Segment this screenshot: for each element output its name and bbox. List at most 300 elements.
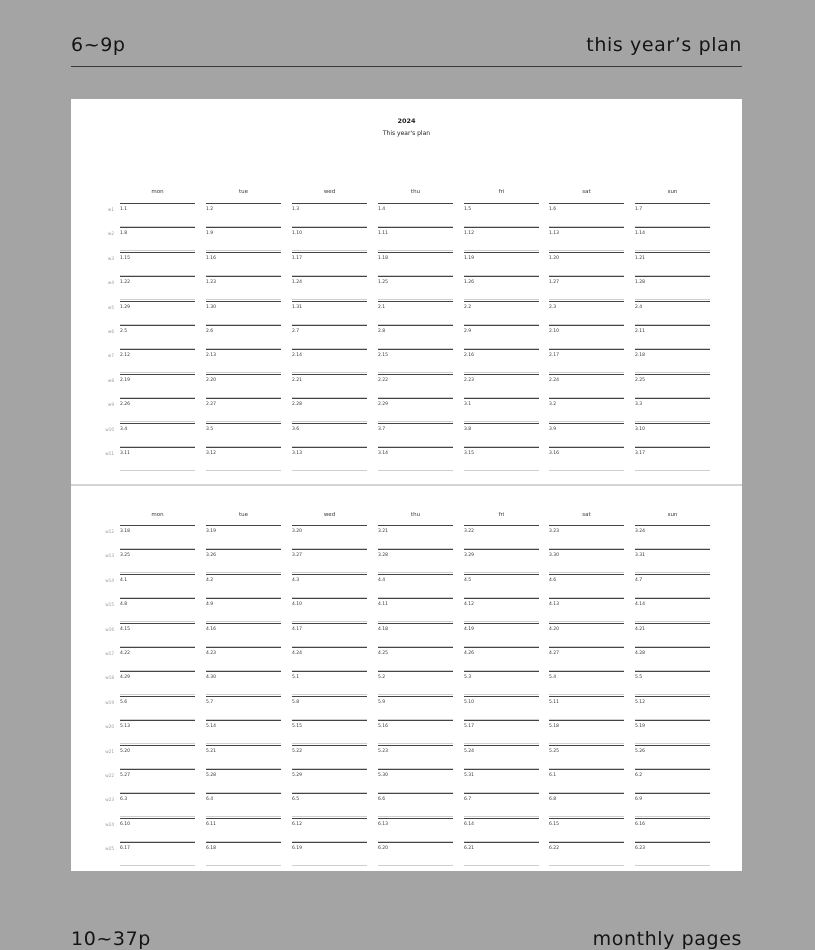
date-label: 5.7 [206, 699, 214, 705]
cell-rule-line [635, 203, 710, 204]
date-label: 3.21 [378, 529, 389, 534]
week-number: w21 [105, 748, 114, 754]
cell-rule-line [635, 549, 710, 550]
day-cell [549, 604, 624, 620]
cell-writing-line [464, 470, 539, 471]
date-label: 5.11 [549, 699, 560, 705]
cell-rule-line [464, 769, 539, 770]
cell-rule-line [120, 374, 195, 375]
day-cell [635, 775, 710, 791]
cell-rule-line [549, 623, 624, 624]
cell-rule-line [549, 252, 624, 253]
date-label: 1.11 [378, 231, 389, 237]
day-cell [120, 282, 195, 298]
day-cell [464, 377, 539, 396]
day-cell [206, 821, 281, 840]
day-cell [120, 426, 195, 445]
day-cell [206, 531, 281, 547]
date-label: 6.9 [635, 797, 643, 803]
cell-rule-line [378, 720, 453, 721]
date-label: 1.21 [635, 255, 646, 261]
date-label: 5.30 [378, 773, 389, 778]
day-cell [292, 255, 367, 274]
day-cell [292, 377, 367, 396]
day-cell [549, 848, 624, 864]
day-cell [464, 699, 539, 718]
day-cell [549, 209, 624, 225]
day-cell [464, 233, 539, 249]
date-label: 1.8 [120, 231, 128, 237]
date-label: 1.6 [549, 207, 557, 212]
date-label: 1.25 [378, 280, 389, 286]
day-cell [292, 453, 367, 469]
week-number: w22 [105, 773, 114, 778]
cell-rule-line [635, 252, 710, 253]
cell-rule-line [635, 842, 710, 843]
day-cell [378, 748, 453, 767]
cell-rule-line [378, 252, 453, 253]
date-label: 3.26 [206, 553, 217, 559]
cell-rule-line [378, 623, 453, 624]
date-label: 6.16 [635, 821, 646, 827]
day-cell [464, 404, 539, 420]
page-range-label: 6~9p [71, 34, 126, 56]
date-label: 1.10 [292, 231, 303, 237]
day-cell [378, 848, 453, 864]
cell-rule-line [635, 349, 710, 350]
cell-rule-line [635, 696, 710, 697]
date-label: 3.15 [464, 451, 475, 456]
date-label: 3.31 [635, 553, 646, 559]
week-number: w3 [107, 255, 114, 261]
week-number: w24 [105, 821, 114, 827]
date-label: 3.29 [464, 553, 475, 559]
day-cell [549, 355, 624, 371]
cell-rule-line [206, 793, 281, 794]
cell-rule-line [120, 549, 195, 550]
cell-rule-line [206, 447, 281, 448]
day-cell [292, 577, 367, 596]
day-cell [378, 404, 453, 420]
day-cell [549, 748, 624, 767]
date-label: 4.23 [206, 651, 217, 656]
day-cell [635, 233, 710, 249]
day-cell [378, 726, 453, 742]
day-cell [378, 775, 453, 791]
day-cell [549, 555, 624, 571]
cell-rule-line [292, 842, 367, 843]
date-label: 6.7 [464, 797, 472, 803]
day-cell [120, 555, 195, 571]
date-label: 4.1 [120, 577, 128, 583]
day-cell [464, 653, 539, 669]
cell-rule-line [464, 325, 539, 326]
day-cell [120, 453, 195, 469]
date-label: 4.6 [549, 577, 557, 583]
weekday-header: fri [498, 189, 505, 195]
date-label: 5.16 [378, 724, 389, 730]
week-number: w14 [105, 577, 114, 583]
cell-rule-line [120, 769, 195, 770]
date-label: 3.6 [292, 426, 300, 432]
date-label: 3.20 [292, 529, 303, 534]
cell-rule-line [292, 301, 367, 302]
day-cell [464, 304, 539, 323]
day-cell [378, 604, 453, 620]
cell-rule-line [635, 374, 710, 375]
day-cell [120, 255, 195, 274]
date-label: 3.11 [120, 451, 131, 456]
cell-rule-line [635, 227, 710, 228]
day-cell [464, 848, 539, 864]
day-cell [464, 531, 539, 547]
day-cell [206, 331, 281, 347]
day-cell [635, 255, 710, 274]
cell-rule-line [378, 842, 453, 843]
cell-rule-line [549, 842, 624, 843]
date-label: 5.19 [635, 724, 646, 730]
day-cell [120, 604, 195, 620]
date-label: 6.2 [635, 773, 643, 778]
cell-writing-line [292, 470, 367, 471]
day-cell [206, 233, 281, 249]
date-label: 2.25 [635, 377, 646, 383]
cell-rule-line [378, 818, 453, 819]
date-label: 4.13 [549, 602, 560, 608]
cell-rule-line [635, 720, 710, 721]
date-label: 1.14 [635, 231, 646, 237]
cell-rule-line [206, 696, 281, 697]
day-cell [120, 653, 195, 669]
date-label: 4.12 [464, 602, 475, 608]
cell-rule-line [120, 349, 195, 350]
day-cell [549, 531, 624, 547]
weekday-header: sun [667, 189, 678, 195]
week-number: w25 [105, 846, 114, 852]
cell-writing-line [464, 865, 539, 866]
cell-rule-line [292, 818, 367, 819]
day-cell [292, 821, 367, 840]
day-cell [464, 748, 539, 767]
date-label: 5.25 [549, 748, 560, 754]
week-number: w1 [107, 207, 114, 212]
day-cell [120, 577, 195, 596]
cell-rule-line [206, 301, 281, 302]
cell-rule-line [549, 598, 624, 599]
cell-rule-line [549, 349, 624, 350]
day-cell [206, 653, 281, 669]
day-cell [292, 699, 367, 718]
cell-rule-line [464, 574, 539, 575]
day-cell [549, 699, 624, 718]
date-label: 6.6 [378, 797, 386, 803]
week-number: w20 [105, 724, 114, 730]
date-label: 5.9 [378, 699, 386, 705]
cell-writing-line [120, 865, 195, 866]
day-cell [635, 748, 710, 767]
date-label: 2.11 [635, 329, 646, 334]
day-cell [292, 626, 367, 645]
cell-rule-line [206, 374, 281, 375]
day-cell [549, 653, 624, 669]
date-label: 4.7 [635, 577, 643, 583]
date-label: 2.20 [206, 377, 217, 383]
cell-rule-line [120, 252, 195, 253]
day-cell [292, 331, 367, 347]
day-cell [206, 577, 281, 596]
date-label: 1.17 [292, 255, 303, 261]
date-label: 3.2 [549, 402, 557, 408]
cell-rule-line [292, 574, 367, 575]
day-cell [464, 331, 539, 347]
day-cell [635, 699, 710, 718]
cell-rule-line [292, 769, 367, 770]
day-cell [206, 282, 281, 298]
date-label: 5.13 [120, 724, 131, 730]
week-number: w17 [105, 651, 114, 656]
day-cell [206, 209, 281, 225]
date-label: 3.13 [292, 451, 303, 456]
date-label: 2.7 [292, 329, 300, 334]
day-cell [464, 799, 539, 815]
day-cell [378, 377, 453, 396]
cell-rule-line [378, 325, 453, 326]
cell-rule-line [635, 398, 710, 399]
date-label: 1.16 [206, 255, 217, 261]
date-label: 1.26 [464, 280, 475, 286]
day-cell [292, 531, 367, 547]
cell-rule-line [635, 574, 710, 575]
date-label: 5.31 [464, 773, 475, 778]
date-label: 6.10 [120, 821, 131, 827]
cell-rule-line [464, 598, 539, 599]
day-cell [464, 453, 539, 469]
day-cell [635, 531, 710, 547]
cell-rule-line [378, 301, 453, 302]
date-label: 3.23 [549, 529, 560, 534]
cell-rule-line [464, 623, 539, 624]
date-label: 1.13 [549, 231, 560, 237]
cell-rule-line [206, 398, 281, 399]
day-cell [292, 233, 367, 249]
date-label: 3.27 [292, 553, 303, 559]
week-number: w23 [105, 797, 114, 803]
date-label: 5.4 [549, 675, 557, 681]
cell-rule-line [206, 525, 281, 526]
cell-rule-line [120, 276, 195, 277]
date-label: 6.20 [378, 846, 389, 852]
cell-rule-line [549, 447, 624, 448]
date-label: 2.2 [464, 304, 472, 310]
day-cell [378, 255, 453, 274]
week-number: w4 [107, 280, 114, 286]
day-cell [292, 404, 367, 420]
cell-rule-line [120, 227, 195, 228]
date-label: 2.29 [378, 402, 389, 408]
cell-rule-line [549, 696, 624, 697]
date-label: 1.5 [464, 207, 472, 212]
day-cell [549, 799, 624, 815]
day-cell [120, 531, 195, 547]
week-number: w8 [107, 377, 114, 383]
day-cell [292, 748, 367, 767]
cell-rule-line [206, 745, 281, 746]
week-number: w7 [107, 353, 114, 359]
weekday-header: wed [323, 189, 336, 195]
cell-rule-line [292, 696, 367, 697]
cell-rule-line [120, 623, 195, 624]
day-cell [292, 209, 367, 225]
date-label: 4.10 [292, 602, 303, 608]
day-cell [635, 799, 710, 815]
date-label: 3.16 [549, 451, 560, 456]
day-cell [635, 677, 710, 693]
cell-rule-line [120, 696, 195, 697]
date-label: 6.17 [120, 846, 131, 852]
cell-rule-line [120, 574, 195, 575]
day-cell [549, 377, 624, 396]
day-cell [464, 626, 539, 645]
date-label: 4.28 [635, 651, 646, 656]
date-label: 2.6 [206, 329, 214, 334]
cell-rule-line [120, 720, 195, 721]
day-cell [464, 255, 539, 274]
date-label: 3.8 [464, 426, 472, 432]
cell-rule-line [292, 276, 367, 277]
cell-rule-line [120, 842, 195, 843]
cell-rule-line [378, 203, 453, 204]
day-cell [635, 848, 710, 864]
date-label: 3.7 [378, 426, 386, 432]
cell-rule-line [206, 423, 281, 424]
cell-rule-line [549, 276, 624, 277]
day-cell [549, 304, 624, 323]
date-label: 2.19 [120, 377, 131, 383]
date-label: 3.3 [635, 402, 643, 408]
cell-rule-line [292, 720, 367, 721]
day-cell [292, 555, 367, 571]
day-cell [292, 604, 367, 620]
date-label: 5.10 [464, 699, 475, 705]
date-label: 2.15 [378, 353, 389, 359]
date-label: 5.24 [464, 748, 475, 754]
cell-rule-line [292, 647, 367, 648]
date-label: 1.31 [292, 304, 303, 310]
date-label: 4.18 [378, 626, 389, 632]
date-label: 6.18 [206, 846, 217, 852]
cell-rule-line [206, 349, 281, 350]
cell-rule-line [206, 818, 281, 819]
cell-rule-line [292, 423, 367, 424]
day-cell [635, 555, 710, 571]
date-label: 3.12 [206, 451, 217, 456]
day-cell [378, 821, 453, 840]
cell-writing-line [206, 865, 281, 866]
weekday-header: mon [151, 189, 164, 195]
date-label: 2.1 [378, 304, 386, 310]
cell-rule-line [292, 203, 367, 204]
day-cell [292, 282, 367, 298]
cell-writing-line [549, 865, 624, 866]
cell-rule-line [120, 647, 195, 648]
cell-rule-line [292, 227, 367, 228]
date-label: 4.11 [378, 602, 389, 608]
day-cell [464, 604, 539, 620]
week-number: w12 [105, 529, 114, 534]
cell-rule-line [635, 745, 710, 746]
date-label: 6.19 [292, 846, 303, 852]
cell-rule-line [120, 203, 195, 204]
day-cell [464, 677, 539, 693]
date-label: 4.5 [464, 577, 472, 583]
date-label: 4.16 [206, 626, 217, 632]
cell-rule-line [378, 745, 453, 746]
cell-writing-line [635, 865, 710, 866]
date-label: 4.22 [120, 651, 131, 656]
day-cell [378, 577, 453, 596]
day-cell [378, 233, 453, 249]
date-label: 4.25 [378, 651, 389, 656]
cell-rule-line [378, 447, 453, 448]
cell-rule-line [292, 549, 367, 550]
day-cell [378, 209, 453, 225]
date-label: 1.29 [120, 304, 131, 310]
cell-rule-line [206, 203, 281, 204]
date-label: 6.12 [292, 821, 303, 827]
week-number: w18 [105, 675, 114, 681]
date-label: 4.17 [292, 626, 303, 632]
day-cell [464, 577, 539, 596]
day-cell [464, 209, 539, 225]
day-cell [635, 404, 710, 420]
day-cell [206, 255, 281, 274]
weekday-header: sun [667, 512, 678, 518]
cell-rule-line [464, 447, 539, 448]
cell-rule-line [378, 525, 453, 526]
date-label: 1.18 [378, 255, 389, 261]
week-number: w15 [105, 602, 114, 608]
day-cell [549, 677, 624, 693]
weekday-header: thu [410, 512, 421, 518]
cell-rule-line [378, 647, 453, 648]
week-number: w16 [105, 626, 114, 632]
cell-rule-line [549, 423, 624, 424]
cell-rule-line [292, 252, 367, 253]
cell-rule-line [206, 549, 281, 550]
cell-rule-line [120, 818, 195, 819]
day-cell [292, 775, 367, 791]
date-label: 3.28 [378, 553, 389, 559]
cell-rule-line [464, 301, 539, 302]
cell-rule-line [206, 252, 281, 253]
date-label: 3.18 [120, 529, 131, 534]
planner-year: 2024 [397, 117, 416, 125]
cell-rule-line [635, 623, 710, 624]
date-label: 6.3 [120, 797, 128, 803]
cell-rule-line [635, 525, 710, 526]
day-cell [292, 355, 367, 371]
cell-rule-line [292, 598, 367, 599]
date-label: 6.11 [206, 821, 217, 827]
cell-rule-line [464, 549, 539, 550]
date-label: 1.2 [206, 207, 214, 212]
date-label: 4.4 [378, 577, 386, 583]
date-label: 5.26 [635, 748, 646, 754]
day-cell [206, 748, 281, 767]
bottom-section-header [71, 928, 742, 950]
day-cell [635, 726, 710, 742]
day-cell [120, 848, 195, 864]
